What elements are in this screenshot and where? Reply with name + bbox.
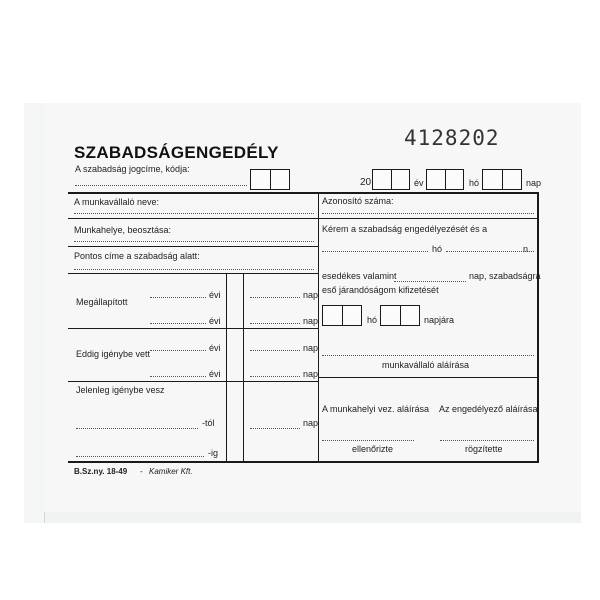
row-divider — [68, 246, 318, 247]
publisher-name: Kamiker Kft. — [149, 467, 193, 476]
table-bottom-border — [68, 461, 539, 463]
address-label: Pontos címe a szabadság alatt: — [74, 251, 200, 261]
day-label: nap — [526, 178, 542, 188]
id-number-line — [322, 213, 534, 214]
requesting-label: Jelenleg igénybe vesz — [76, 385, 165, 395]
row-divider — [68, 328, 318, 329]
day-unit: nap — [303, 343, 319, 353]
used-day-line-1 — [250, 350, 300, 351]
requesting-day-line — [250, 428, 300, 429]
used-day-line-2 — [250, 376, 300, 377]
id-number-label: Azonosító száma: — [322, 196, 394, 206]
leave-code-box[interactable] — [250, 169, 290, 190]
employee-signature-line — [322, 355, 534, 356]
days-for-leave-text: nap, szabadságra — [469, 271, 541, 281]
day-unit: nap — [303, 316, 319, 326]
request-line: Kérem a szabadság engedélyezését és a — [322, 224, 488, 234]
month-small-text: hó — [367, 315, 378, 325]
year-label: év — [414, 178, 424, 188]
employee-name-line — [74, 213, 314, 214]
workplace-line — [74, 241, 314, 242]
month-text: hó — [432, 244, 443, 254]
serial-number: 4128202 — [404, 126, 500, 150]
established-day-line-1 — [250, 297, 300, 298]
employee-name-label: A munkavállaló neve: — [74, 197, 160, 207]
day-unit: nap — [303, 418, 319, 428]
from-suffix: -tól — [202, 418, 215, 428]
established-year-line-1 — [150, 297, 206, 298]
approver-signature-line — [440, 440, 534, 441]
leave-title-dotted-line — [75, 185, 247, 186]
day-unit: nap — [303, 290, 319, 300]
pad-binding-edge — [24, 103, 45, 523]
used-year-line-1 — [150, 350, 206, 351]
month-label: hó — [469, 178, 480, 188]
year-box[interactable] — [372, 169, 410, 190]
year-unit: évi — [209, 290, 221, 300]
grid-line — [226, 273, 227, 461]
workplace-label: Munkahelye, beosztása: — [74, 225, 172, 235]
used-year-line-2 — [150, 376, 206, 377]
manager-signature-label: A munkahelyi vez. aláírása — [322, 404, 430, 414]
year-prefix: 20 — [360, 177, 372, 188]
table-right-border — [537, 192, 539, 462]
grid-line — [243, 273, 244, 461]
day-box[interactable] — [482, 169, 522, 190]
column-divider — [318, 192, 319, 461]
leave-title-label: A szabadság jogcíme, kódja: — [75, 164, 190, 174]
to-date-line — [76, 456, 204, 457]
day-n-text: n. — [523, 244, 531, 254]
address-line — [74, 269, 314, 270]
approver-signature-label: Az engedélyező aláírása — [439, 404, 538, 414]
established-year-line-2 — [150, 323, 206, 324]
form-code: B.Sz.ny. 18-49 — [74, 467, 128, 476]
form-title: SZABADSÁGENGEDÉLY — [74, 143, 279, 162]
to-suffix: -ig — [208, 448, 219, 458]
row-divider — [318, 218, 538, 219]
row-divider — [68, 381, 318, 382]
row-divider — [68, 218, 318, 219]
manager-signature-line — [322, 440, 414, 441]
established-day-line-2 — [250, 323, 300, 324]
pay-month-box[interactable] — [322, 305, 362, 326]
month-box[interactable] — [426, 169, 464, 190]
pay-day-box[interactable] — [380, 305, 420, 326]
pay-text: eső járandóságom kifizetését — [322, 285, 439, 295]
day-unit: nap — [303, 369, 319, 379]
days-count-line — [394, 281, 466, 282]
pad-bottom-edge — [24, 512, 581, 523]
year-unit: évi — [209, 343, 221, 353]
recorded-label: rögzítette — [465, 444, 503, 454]
row-divider — [318, 377, 538, 378]
for-day-text: napjára — [424, 315, 455, 325]
footer-dash: - — [140, 467, 143, 476]
year-unit: évi — [209, 316, 221, 326]
row-divider — [68, 273, 318, 274]
used-label: Eddig igénybe vett — [76, 349, 151, 359]
checked-label: ellenőrizte — [352, 444, 394, 454]
established-label: Megállapított — [76, 297, 128, 307]
table-top-border — [68, 192, 538, 194]
year-unit: évi — [209, 369, 221, 379]
request-date-line — [322, 251, 428, 252]
request-day-line — [446, 251, 534, 252]
employee-signature-label: munkavállaló aláírása — [382, 360, 470, 370]
from-date-line — [76, 428, 198, 429]
due-and-text: esedékes valamint — [322, 271, 397, 281]
